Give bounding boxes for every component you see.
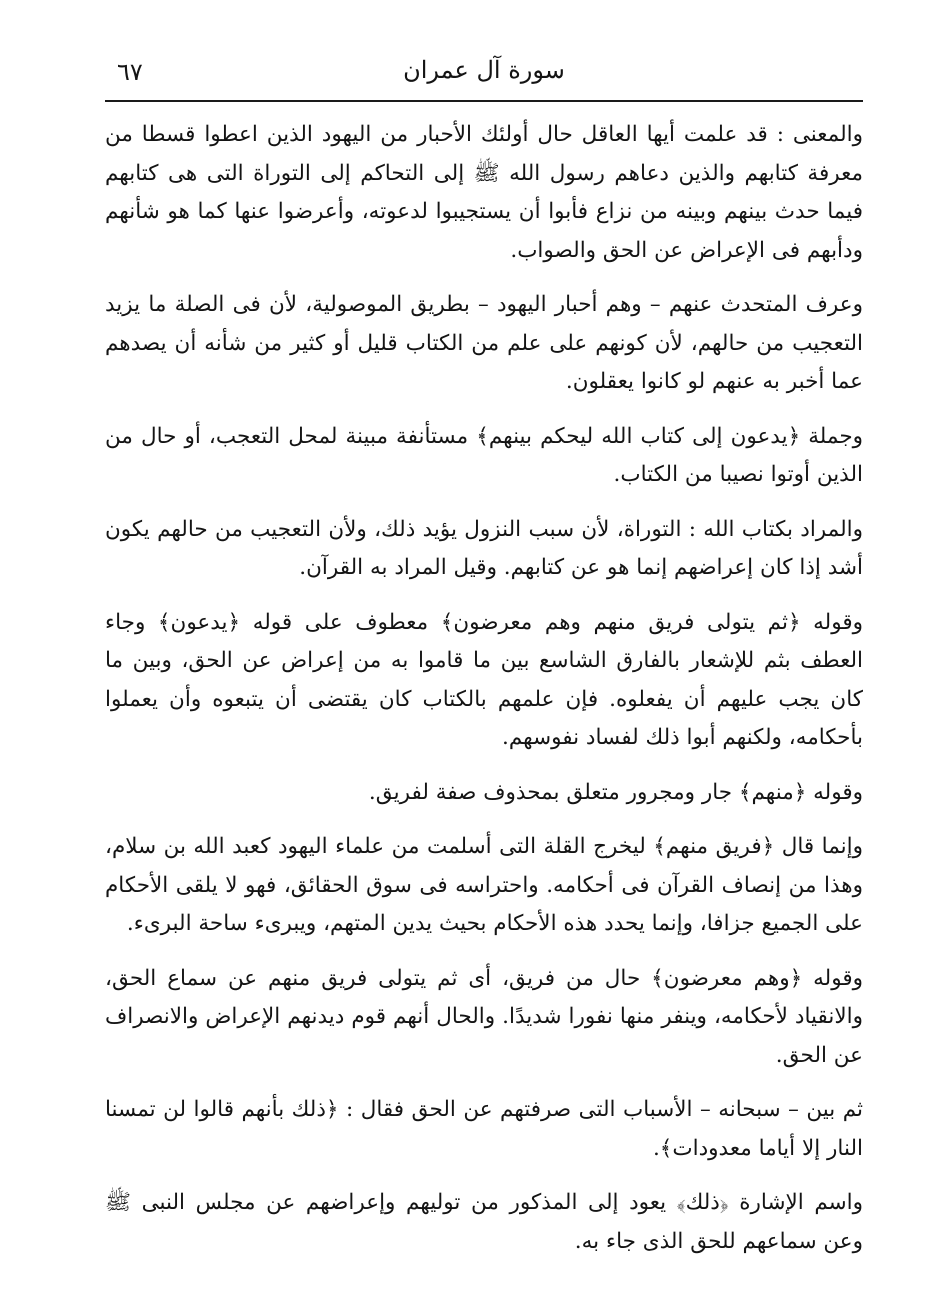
paragraph-6: وقوله ﴿منهم﴾ جار ومجرور متعلق بمحذوف صفة لفريق. bbox=[368, 779, 863, 805]
page-header bbox=[105, 56, 863, 98]
paragraph-8: وقوله ﴿وهم معرضون﴾ حال من فريق، أى ثم يتولى فريق منهم عن سماع الحق، والانقياد لأحكامه، وينفر منها نفورا شديدًا. والحال أنهم قوم ديدنهم الإعراض والانصراف عن الحق. bbox=[105, 965, 863, 1068]
paragraph-10: واسم الإشارة ﴿ذلك﴾ يعود إلى المذكور من توليهم وإعراضهم عن مجلس النبى ﷺ وعن سماعهم للحق الذى جاء به. bbox=[105, 1190, 863, 1254]
paragraph-2: وعرف المتحدث عنهم – وهم أحبار اليهود – بطريق الموصولية، لأن فى الصلة ما يزيد التعجيب من حالهم، لأن كونهم على علم من الكتاب قليل أو كثير من شأنه أن يصدهم عما أخبر به عنهم لو كانوا يعقلون. bbox=[105, 292, 863, 394]
page-number: ٦٧ bbox=[117, 58, 143, 86]
page-body bbox=[105, 116, 863, 1261]
paragraph-4: والمراد بكتاب الله : التوراة، لأن سبب النزول يؤيد ذلك، ولأن التعجيب من حالهم يكون أشد إذا كان إعراضهم إنما هو عن كتابهم. وقيل المراد به القرآن. bbox=[105, 516, 863, 580]
header-divider bbox=[105, 100, 863, 102]
paragraph-5: وقوله ﴿ثم يتولى فريق منهم وهم معرضون﴾ معطوف على قوله ﴿يدعون﴾ وجاء العطف بثم للإشعار بالفارق الشاسع بين ما قاموا به من إعراض عن الحق، وبين ما كان يجب عليهم أن يفعلوه. فإن علمهم بالكتاب كان يقتضى أن يتبعوه وأن يعملوا بأحكامه، ولكنهم أبوا ذلك لفساد نفوسهم. bbox=[105, 609, 863, 750]
surah-title: سورة آل عمران bbox=[403, 56, 565, 84]
paragraph-1: والمعنى : قد علمت أيها العاقل حال أولئك الأحبار من اليهود الذين اعطوا قسطا من معرفة كتابهم والذين دعاهم رسول الله ﷺ إلى التحاكم إلى التوراة التى هى كتابهم فيما حدث بينهم وبينه من نزاع فأبوا أن يستجيبوا لدعوته، وأعرضوا عنها كما هو شأنهم ودأبهم فى الإعراض عن الحق والصواب. bbox=[105, 122, 863, 263]
paragraph-7: وإنما قال ﴿فريق منهم﴾ ليخرج القلة التى أسلمت من علماء اليهود كعبد الله بن سلام، وهذا من إنصاف القرآن فى أحكامه. واحتراسه فى سوق الحقائق، فهو لا يلقى الأحكام على الجميع جزافا، وإنما يحدد هذه الأحكام بحيث يدين المتهم، ويبرىء ساحة البرىء. bbox=[105, 834, 863, 936]
paragraph-3: وجملة ﴿يدعون إلى كتاب الله ليحكم بينهم﴾ مستأنفة مبينة لمحل التعجب، أو حال من الذين أوتوا نصيبا من الكتاب. bbox=[105, 423, 863, 487]
paragraph-9: ثم بين – سبحانه – الأسباب التى صرفتهم عن الحق فقال : ﴿ذلك بأنهم قالوا لن تمسنا النار إلا أياما معدودات﴾. bbox=[105, 1097, 863, 1161]
